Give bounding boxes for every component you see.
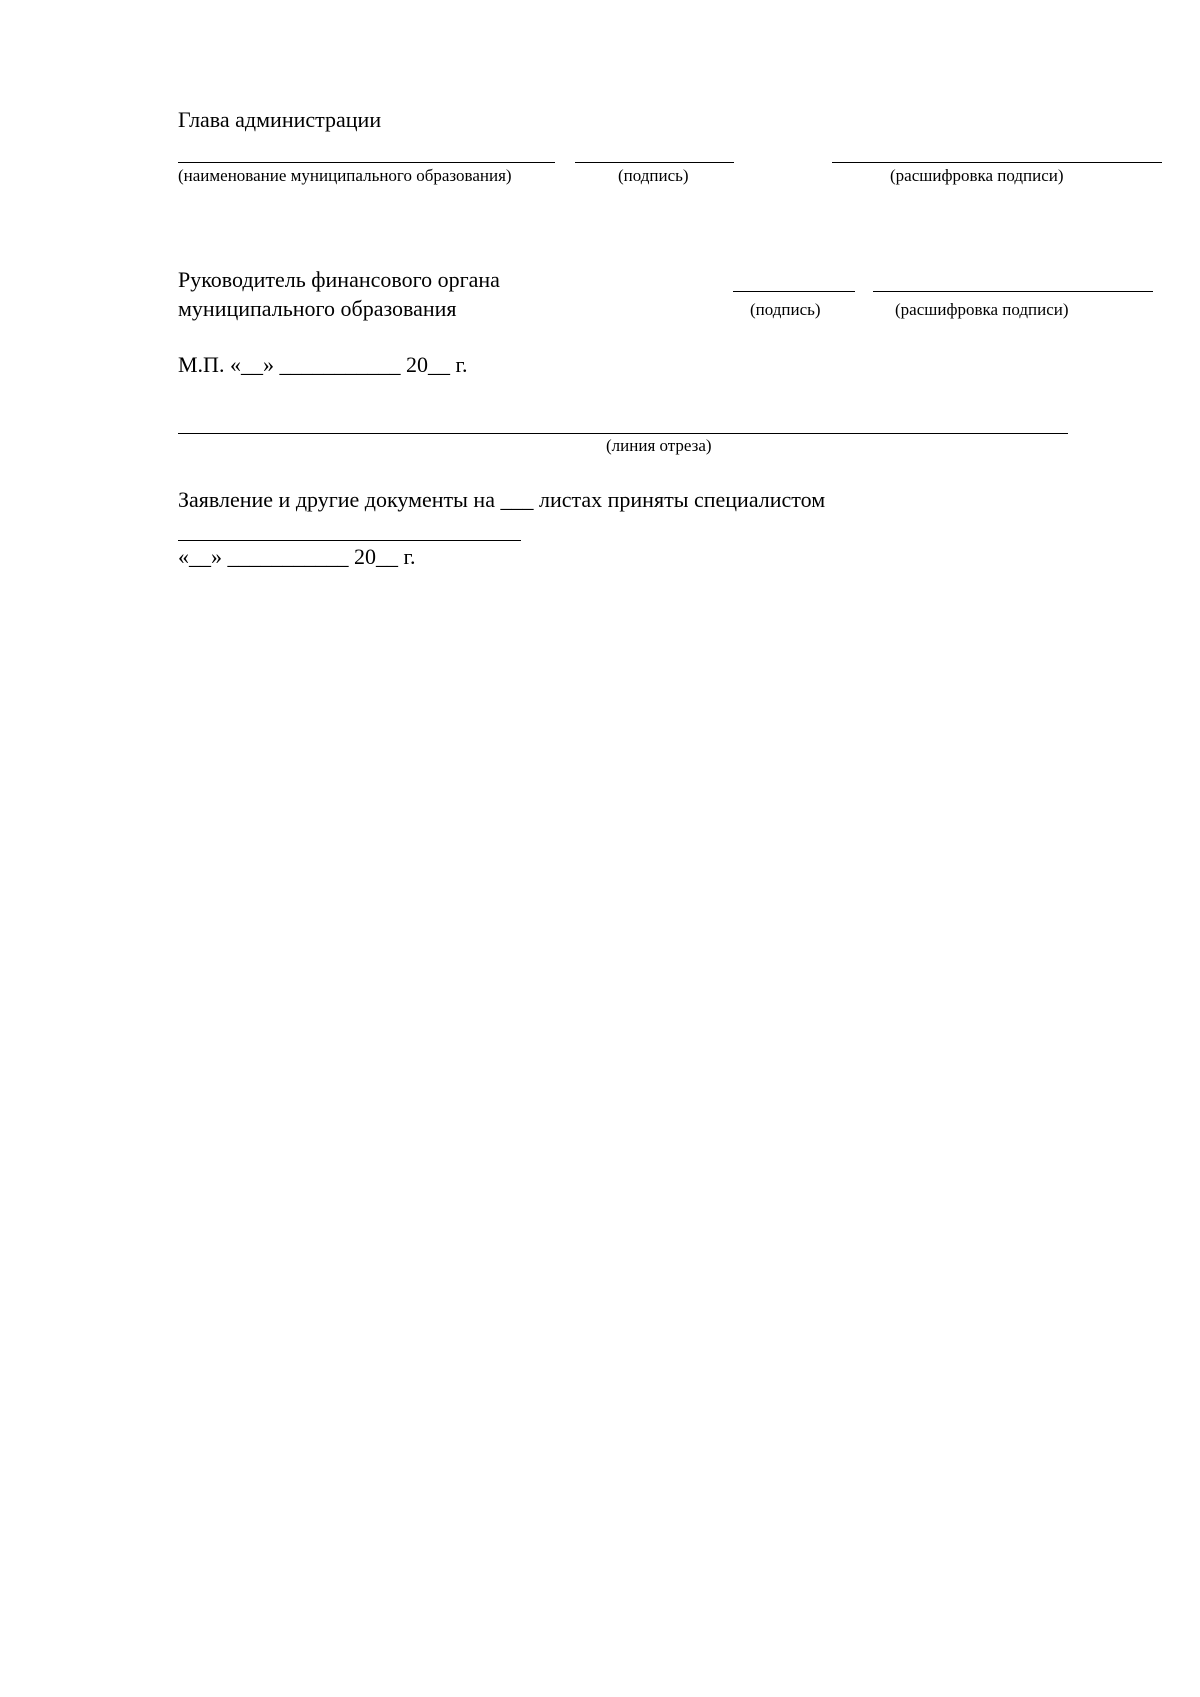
head-signature-line (575, 162, 734, 163)
finance-decoding-caption: (расшифровка подписи) (895, 300, 1069, 319)
municipality-name-caption: (наименование муниципального образования) (178, 166, 512, 185)
finance-signature-line (733, 291, 855, 292)
finance-head-title-line2: муниципального образования (178, 296, 457, 321)
head-decoding-line (832, 162, 1162, 163)
head-signature-caption: (подпись) (618, 166, 689, 185)
finance-decoding-line (873, 291, 1153, 292)
head-decoding-caption: (расшифровка подписи) (890, 166, 1064, 185)
finance-signature-caption: (подпись) (750, 300, 821, 319)
cut-line (178, 433, 1068, 434)
municipality-name-line (178, 162, 555, 163)
head-admin-title: Глава администрации (178, 107, 382, 132)
receipt-date-line: «__» ___________ 20__ г. (178, 544, 416, 569)
specialist-name-line (178, 540, 521, 541)
stamp-date-line: М.П. «__» ___________ 20__ г. (178, 352, 468, 377)
receipt-statement: Заявление и другие документы на ___ листах приняты специалистом (178, 487, 826, 512)
cut-line-caption: (линия отреза) (606, 436, 712, 455)
finance-head-title-line1: Руководитель финансового органа (178, 267, 500, 292)
